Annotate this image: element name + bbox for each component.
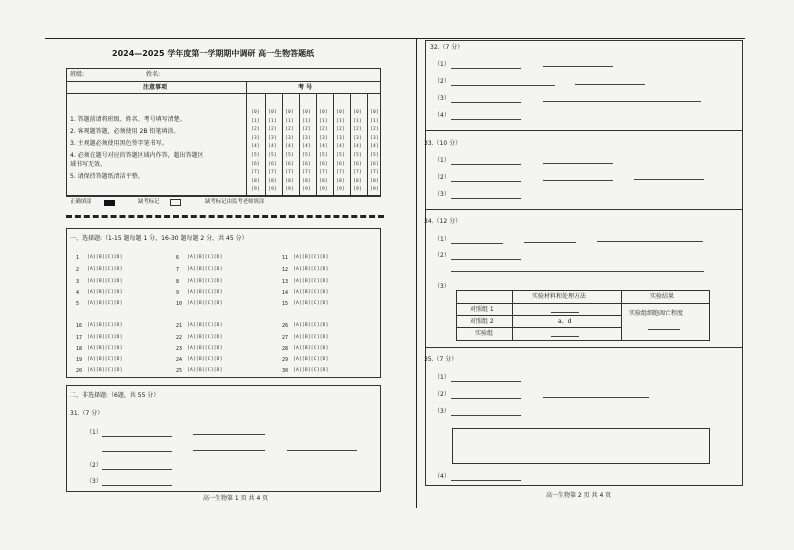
- exam-digit-bubble[interactable]: [5]: [251, 153, 260, 158]
- choice-options[interactable]: [A][B][C][D]: [87, 290, 123, 295]
- exam-digit-bubble[interactable]: [3]: [370, 135, 379, 141]
- choice-options[interactable]: [A][B][C][D]: [293, 301, 329, 306]
- q34-answer-line[interactable]: [524, 242, 576, 243]
- q35-sub-3: （3）: [434, 408, 450, 415]
- exam-digit-bubble[interactable]: [1]: [353, 118, 362, 124]
- exam-digit-bubble[interactable]: [2]: [251, 127, 260, 133]
- q33-sub-3: （3）: [434, 191, 450, 198]
- choice-number: 29: [282, 357, 289, 363]
- exam-digit-bubble[interactable]: [9]: [353, 187, 362, 193]
- choice-options[interactable]: [A][B][C][D]: [87, 255, 123, 260]
- exam-digit-bubble[interactable]: [8]: [268, 178, 277, 184]
- choice-options[interactable]: [A][B][C][D]: [293, 346, 329, 351]
- fill-absent-label: 缺考标记: [138, 199, 160, 205]
- q31-answer-line[interactable]: [193, 450, 265, 451]
- table-row-method: a、d: [558, 318, 572, 325]
- q34-sub-2: （2）: [434, 252, 450, 259]
- q33-answer-line[interactable]: [634, 179, 704, 180]
- section2-title: 二、非选择题:（6题，共 55 分）: [70, 392, 160, 399]
- exam-digit-bubble[interactable]: [9]: [319, 187, 328, 193]
- top-border-line: [45, 38, 745, 39]
- choice-number: 15: [282, 301, 289, 307]
- name-label: 姓名:: [146, 71, 161, 78]
- q32-answer-line[interactable]: [543, 101, 701, 102]
- exam-digit-bubble[interactable]: [4]: [336, 144, 345, 150]
- choice-options[interactable]: [A][B][C][D]: [187, 368, 223, 373]
- exam-digit-bubble[interactable]: [8]: [251, 178, 260, 184]
- exam-digit-bubble[interactable]: [5]: [302, 153, 311, 158]
- choice-number: 28: [282, 346, 289, 352]
- choice-options[interactable]: [A][B][C][D]: [87, 301, 123, 306]
- q34-answer-line[interactable]: [451, 243, 503, 244]
- q35-answer-line[interactable]: [451, 415, 521, 416]
- essay-section-box: [66, 385, 381, 492]
- choice-number: 20: [76, 368, 83, 374]
- exam-digit-bubble[interactable]: [7]: [370, 170, 379, 176]
- exam-digit-bubble[interactable]: [6]: [302, 161, 311, 167]
- exam-digit-bubble[interactable]: [0]: [285, 110, 294, 115]
- question-divider: [425, 209, 743, 210]
- section1-title: 一、选择题:（1-15 题每题 1 分，16-30 题每题 2 分，共 45 分）: [70, 235, 248, 242]
- q32-sub-4: （4）: [434, 112, 450, 119]
- notice-item: 3. 主观题必须使用黑色签字笔书写。: [70, 140, 168, 147]
- exam-digit-bubble[interactable]: [8]: [302, 178, 311, 184]
- table-row-line: [457, 303, 709, 304]
- choice-options[interactable]: [A][B][C][D]: [87, 335, 123, 340]
- absent-note: 缺考标记由监考老师填涂: [205, 199, 265, 205]
- exam-digit-bubble[interactable]: [0]: [353, 110, 362, 115]
- exam-digit-bubble[interactable]: [1]: [302, 118, 311, 124]
- exam-digit-bubble[interactable]: [3]: [336, 135, 345, 141]
- exam-digit-bubble[interactable]: [4]: [353, 144, 362, 150]
- choice-number: 30: [282, 368, 289, 374]
- question-divider: [425, 347, 743, 348]
- exam-digit-bubble[interactable]: [7]: [285, 170, 294, 176]
- dashed-separator: [66, 215, 384, 218]
- choice-options[interactable]: [A][B][C][D]: [293, 255, 329, 260]
- exam-digit-bubble[interactable]: [9]: [302, 187, 311, 193]
- notice-item: 域书写无效。: [70, 161, 107, 168]
- q33-answer-line[interactable]: [451, 164, 521, 165]
- right-answer-box: [425, 40, 743, 486]
- table-result-text: 实验组细胞凋亡程度: [629, 310, 684, 317]
- table-header-result: 实验结果: [650, 293, 675, 300]
- choice-number: 12: [282, 267, 289, 273]
- exam-digit-bubble[interactable]: [3]: [353, 135, 362, 141]
- choice-number: 25: [176, 368, 183, 374]
- q32-answer-line[interactable]: [451, 102, 521, 103]
- q34-answer-line[interactable]: [451, 271, 704, 272]
- left-footer: 高一生物第 1 页 共 4 页: [203, 495, 269, 502]
- exam-digit-bubble[interactable]: [3]: [319, 135, 328, 141]
- exam-digit-bubble[interactable]: [2]: [285, 127, 294, 133]
- question-divider: [425, 130, 743, 131]
- choice-options[interactable]: [A][B][C][D]: [87, 357, 123, 362]
- choice-number: 7: [176, 267, 180, 273]
- fill-correct-label: 正确填涂: [70, 199, 92, 205]
- exam-digit-bubble[interactable]: [5]: [319, 153, 328, 158]
- q32-sub-3: （3）: [434, 95, 450, 102]
- exam-digit-bubble[interactable]: [5]: [353, 153, 362, 158]
- exam-digit-bubble[interactable]: [5]: [285, 153, 294, 158]
- choice-number: 13: [282, 279, 289, 285]
- exam-digit-bubble[interactable]: [7]: [251, 170, 260, 176]
- choice-options[interactable]: [A][B][C][D]: [187, 357, 223, 362]
- exam-digit-bubble[interactable]: [7]: [336, 170, 345, 176]
- q33-answer-line[interactable]: [543, 180, 613, 181]
- exam-digit-bubble[interactable]: [6]: [319, 161, 328, 167]
- q34-answer-line[interactable]: [597, 241, 703, 242]
- table-col-line: [621, 291, 622, 340]
- exam-digit-bubble[interactable]: [3]: [285, 135, 294, 141]
- choice-options[interactable]: [A][B][C][D]: [293, 335, 329, 340]
- choice-number: 19: [76, 357, 83, 363]
- exam-digit-bubble[interactable]: [1]: [285, 118, 294, 124]
- table-method-blank[interactable]: [551, 336, 579, 337]
- choice-number: 6: [176, 255, 180, 261]
- q31-answer-line[interactable]: [102, 436, 172, 437]
- filled-mark-icon: [104, 200, 115, 206]
- choice-options[interactable]: [A][B][C][D]: [87, 279, 123, 284]
- choice-number: 27: [282, 335, 289, 341]
- table-row-name: 对照组 2: [470, 318, 494, 325]
- exam-grid-col-line: [299, 93, 300, 196]
- exam-digit-bubble[interactable]: [0]: [268, 110, 277, 115]
- choice-number: 2: [76, 267, 80, 273]
- exam-digit-bubble[interactable]: [0]: [251, 110, 260, 115]
- fill-legend-line: [66, 196, 381, 197]
- exam-digit-bubble[interactable]: [7]: [302, 170, 311, 176]
- choice-options[interactable]: [A][B][C][D]: [187, 301, 223, 306]
- q35-answer-box[interactable]: [452, 428, 710, 464]
- choice-number: 5: [76, 301, 80, 307]
- exam-digit-bubble[interactable]: [9]: [268, 187, 277, 193]
- q34-table: [456, 290, 710, 341]
- exam-digit-bubble[interactable]: [8]: [336, 178, 345, 184]
- exam-digit-bubble[interactable]: [9]: [336, 187, 345, 193]
- choice-number: 21: [176, 323, 183, 329]
- choice-number: 23: [176, 346, 183, 352]
- q33-label: 33.（10 分）: [424, 140, 462, 147]
- q33-sub-1: （1）: [434, 157, 450, 164]
- q32-answer-line[interactable]: [451, 85, 555, 86]
- exam-digit-bubble[interactable]: [4]: [370, 144, 379, 150]
- choice-options[interactable]: [A][B][C][D]: [293, 323, 329, 328]
- exam-digit-bubble[interactable]: [8]: [353, 178, 362, 184]
- exam-digit-bubble[interactable]: [3]: [302, 135, 311, 141]
- exam-digit-bubble[interactable]: [8]: [285, 178, 294, 184]
- choice-number: 22: [176, 335, 183, 341]
- exam-digit-bubble[interactable]: [9]: [251, 187, 260, 193]
- q33-answer-line[interactable]: [543, 163, 613, 164]
- exam-digit-bubble[interactable]: [0]: [336, 110, 345, 115]
- choice-options[interactable]: [A][B][C][D]: [87, 267, 123, 272]
- exam-digit-bubble[interactable]: [5]: [336, 153, 345, 158]
- notice-item: 4. 必须在题号对应的答题区域内作答，超出答题区: [70, 152, 204, 159]
- exam-digit-bubble[interactable]: [1]: [251, 118, 260, 124]
- table-method-blank[interactable]: [551, 312, 579, 313]
- q32-sub-1: （1）: [434, 61, 450, 68]
- exam-no-header: 考 号: [298, 84, 313, 91]
- q35-sub-2: （2）: [434, 391, 450, 398]
- exam-digit-bubble[interactable]: [9]: [370, 187, 379, 193]
- header-row-line: [66, 81, 381, 82]
- class-label: 班级:: [70, 71, 85, 78]
- exam-grid-col-line: [367, 93, 368, 196]
- exam-grid-col-line: [265, 93, 266, 196]
- choice-number: 16: [76, 323, 83, 329]
- table-row-name: 实验组: [475, 330, 494, 337]
- notice-item: 1. 答题前请将班级、姓名、考号填写清楚。: [70, 116, 186, 123]
- choice-options[interactable]: [A][B][C][D]: [187, 279, 223, 284]
- choice-options[interactable]: [A][B][C][D]: [87, 323, 123, 328]
- exam-digit-bubble[interactable]: [2]: [370, 127, 379, 133]
- choice-options[interactable]: [A][B][C][D]: [187, 335, 223, 340]
- sheet-title: 2024—2025 学年度第一学期期中调研 高一生物答题纸: [112, 49, 315, 58]
- exam-digit-bubble[interactable]: [0]: [319, 110, 328, 115]
- exam-digit-bubble[interactable]: [4]: [285, 144, 294, 150]
- exam-grid-col-line: [350, 93, 351, 196]
- q34-label: 34.（12 分）: [424, 218, 462, 225]
- exam-digit-bubble[interactable]: [7]: [319, 170, 328, 176]
- exam-digit-bubble[interactable]: [2]: [268, 127, 277, 133]
- choice-options[interactable]: [A][B][C][D]: [293, 290, 329, 295]
- exam-digit-bubble[interactable]: [5]: [268, 153, 277, 158]
- exam-digit-bubble[interactable]: [0]: [370, 110, 379, 115]
- q35-label: 35.（7 分）: [424, 356, 458, 363]
- q32-answer-line[interactable]: [543, 66, 613, 67]
- choice-options[interactable]: [A][B][C][D]: [293, 279, 329, 284]
- right-footer: 高一生物第 2 页 共 4 页: [546, 492, 612, 499]
- choice-options[interactable]: [A][B][C][D]: [293, 368, 329, 373]
- choice-options[interactable]: [A][B][C][D]: [187, 346, 223, 351]
- exam-digit-bubble[interactable]: [3]: [268, 135, 277, 141]
- exam-digit-bubble[interactable]: [2]: [319, 127, 328, 133]
- exam-digit-bubble[interactable]: [8]: [319, 178, 328, 184]
- choice-options[interactable]: [A][B][C][D]: [293, 357, 329, 362]
- exam-digit-bubble[interactable]: [3]: [251, 135, 260, 141]
- choice-number: 14: [282, 290, 289, 296]
- choice-options[interactable]: [A][B][C][D]: [187, 267, 223, 272]
- q32-label: 32.（7 分）: [430, 44, 464, 51]
- q35-answer-line[interactable]: [451, 381, 521, 382]
- q32-answer-line[interactable]: [575, 84, 645, 85]
- page-divider: [416, 38, 417, 508]
- notice-item: 5. 请保持答题纸清洁平整。: [70, 173, 144, 180]
- exam-digit-bubble[interactable]: [6]: [285, 161, 294, 167]
- q32-answer-line[interactable]: [451, 68, 521, 69]
- choice-options[interactable]: [A][B][C][D]: [187, 323, 223, 328]
- table-result-blank[interactable]: [648, 329, 680, 330]
- exam-digit-bubble[interactable]: [1]: [268, 118, 277, 124]
- choice-number: 1: [76, 255, 80, 261]
- q32-sub-2: （2）: [434, 78, 450, 85]
- exam-digit-bubble[interactable]: [1]: [370, 118, 379, 124]
- q33-answer-line[interactable]: [451, 198, 521, 199]
- table-row-name: 对照组 1: [470, 306, 494, 313]
- exam-digit-bubble[interactable]: [1]: [319, 118, 328, 124]
- exam-digit-bubble[interactable]: [2]: [336, 127, 345, 133]
- choice-options[interactable]: [A][B][C][D]: [87, 368, 123, 373]
- exam-digit-bubble[interactable]: [7]: [353, 170, 362, 176]
- q32-answer-line[interactable]: [451, 119, 521, 120]
- q35-sub-1: （1）: [434, 374, 450, 381]
- q34-sub-1: （1）: [434, 236, 450, 243]
- exam-digit-bubble[interactable]: [6]: [370, 161, 379, 167]
- q31-sub-1: （1）: [86, 429, 102, 436]
- absent-checkbox[interactable]: [170, 199, 181, 206]
- exam-digit-bubble[interactable]: [4]: [268, 144, 277, 150]
- q33-sub-2: （2）: [434, 174, 450, 181]
- exam-digit-bubble[interactable]: [5]: [370, 153, 379, 158]
- choice-number: 18: [76, 346, 83, 352]
- choice-number: 11: [282, 255, 289, 261]
- exam-digit-bubble[interactable]: [6]: [336, 161, 345, 167]
- exam-digit-bubble[interactable]: [9]: [285, 187, 294, 193]
- exam-grid-col-line: [333, 93, 334, 196]
- exam-grid-col-line: [282, 93, 283, 196]
- exam-digit-bubble[interactable]: [1]: [336, 118, 345, 124]
- choice-options[interactable]: [A][B][C][D]: [187, 290, 223, 295]
- exam-digit-bubble[interactable]: [6]: [353, 161, 362, 167]
- exam-digit-bubble[interactable]: [2]: [302, 127, 311, 133]
- exam-digit-bubble[interactable]: [6]: [251, 161, 260, 167]
- exam-digit-bubble[interactable]: [8]: [370, 178, 379, 184]
- q35-answer-line[interactable]: [543, 397, 649, 398]
- exam-digit-bubble[interactable]: [2]: [353, 127, 362, 133]
- notice-item: 2. 客观题答题，必须使用 2B 铅笔填涂。: [70, 128, 180, 135]
- choice-number: 8: [176, 279, 180, 285]
- choice-number: 17: [76, 335, 83, 341]
- choice-options[interactable]: [A][B][C][D]: [87, 346, 123, 351]
- q31-answer-line[interactable]: [102, 469, 172, 470]
- q33-answer-line[interactable]: [451, 181, 521, 182]
- notice-exam-divider: [246, 81, 247, 196]
- q34-answer-line[interactable]: [451, 259, 521, 260]
- choice-options[interactable]: [A][B][C][D]: [293, 267, 329, 272]
- exam-digit-bubble[interactable]: [7]: [268, 170, 277, 176]
- choice-options[interactable]: [A][B][C][D]: [187, 255, 223, 260]
- q31-answer-line[interactable]: [102, 451, 172, 452]
- exam-digit-bubble[interactable]: [0]: [302, 110, 311, 115]
- q31-answer-line[interactable]: [287, 450, 357, 451]
- exam-digit-bubble[interactable]: [4]: [319, 144, 328, 150]
- exam-digit-bubble[interactable]: [4]: [251, 144, 260, 150]
- exam-digit-bubble[interactable]: [4]: [302, 144, 311, 150]
- q31-answer-line[interactable]: [193, 434, 265, 435]
- choice-number: 9: [176, 290, 180, 296]
- q34-sub-3: （3）: [434, 283, 450, 290]
- notice-header: 注意事项: [143, 84, 168, 91]
- q35-answer-line[interactable]: [451, 398, 521, 399]
- exam-grid-col-line: [316, 93, 317, 196]
- choice-number: 4: [76, 290, 80, 296]
- choice-number: 3: [76, 279, 80, 285]
- q35-answer-line[interactable]: [451, 480, 521, 481]
- q31-label: 31.（7 分）: [70, 410, 104, 417]
- choice-number: 10: [176, 301, 183, 307]
- q31-answer-line[interactable]: [102, 485, 172, 486]
- q31-sub-2: （2）: [86, 462, 102, 469]
- q31-sub-3: （3）: [86, 478, 102, 485]
- choice-number: 26: [282, 323, 289, 329]
- choice-number: 24: [176, 357, 183, 363]
- exam-digit-bubble[interactable]: [6]: [268, 161, 277, 167]
- table-row-line: [457, 327, 621, 328]
- table-header-method: 实验材料和处理方法: [532, 293, 587, 300]
- q35-sub-4: （4）: [434, 473, 450, 480]
- table-row-line: [457, 315, 621, 316]
